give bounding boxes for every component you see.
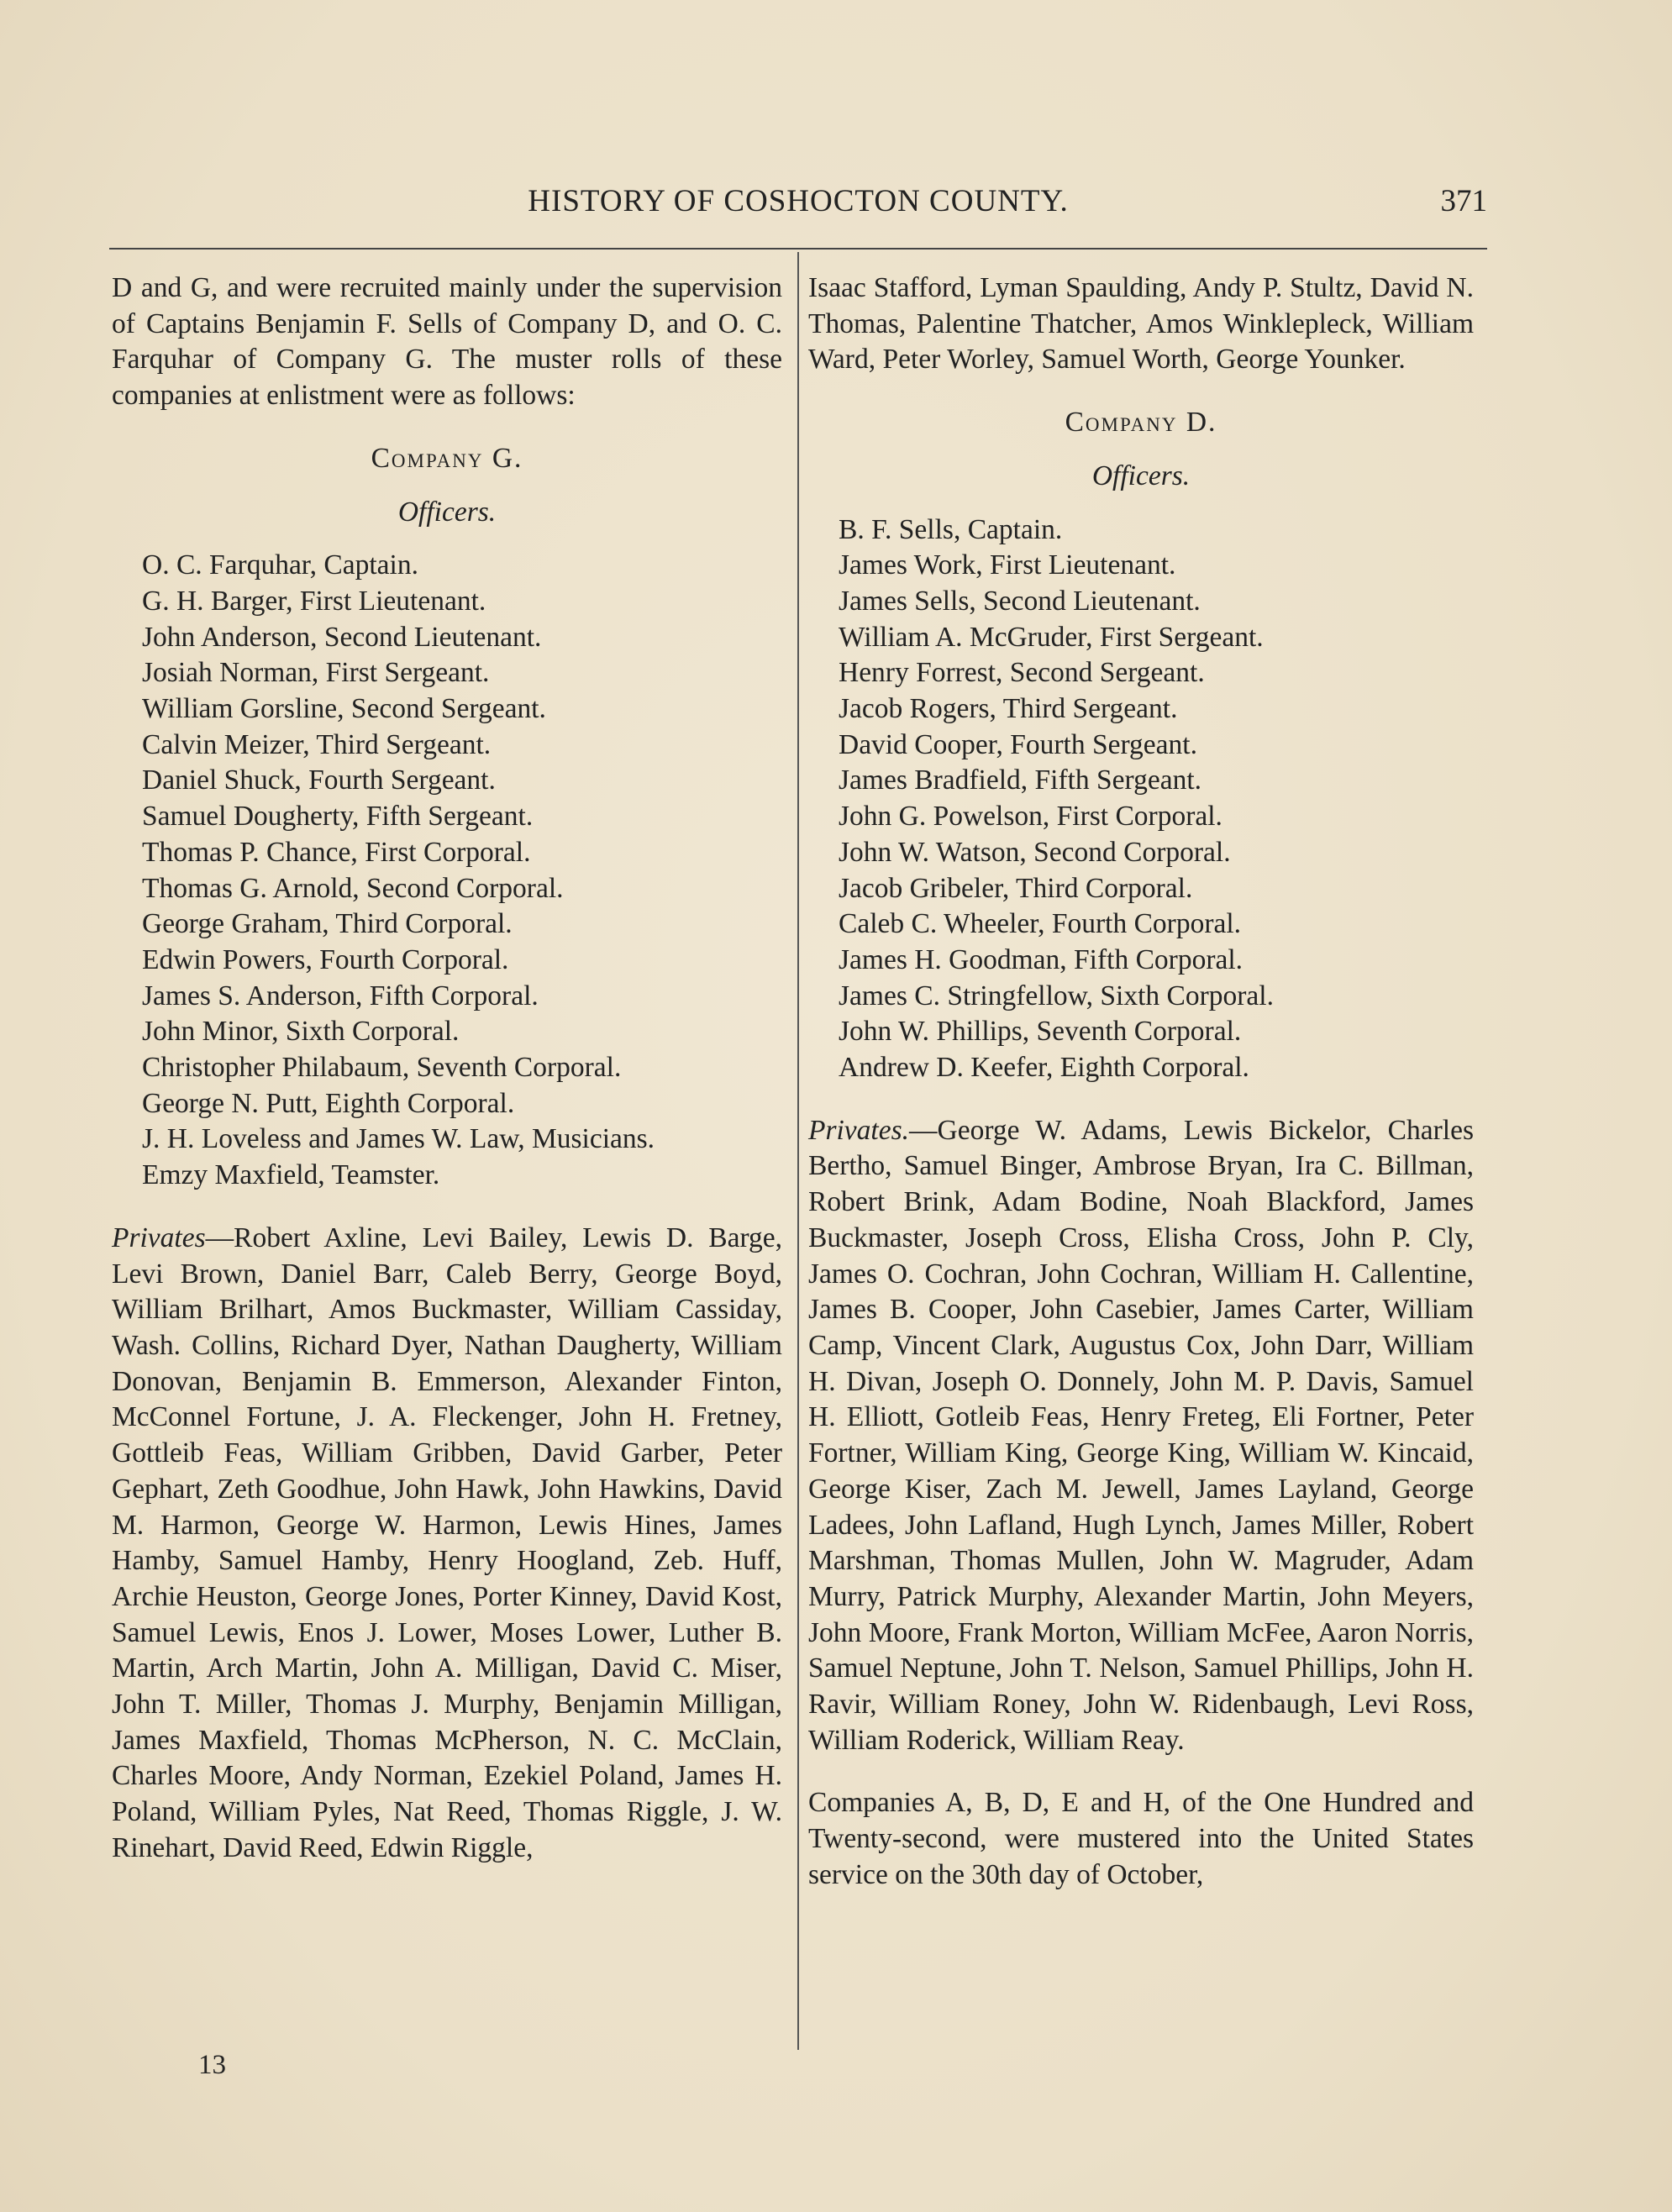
officer-entry: John W. Watson, Second Corporal. [839, 836, 1231, 868]
company-d-officers-heading: Officers. [1091, 460, 1191, 491]
company-g-officer-list [112, 548, 782, 1194]
company-g-heading: Company G. [371, 442, 523, 474]
right-column [808, 271, 1474, 1894]
officer-entry: Caleb C. Wheeler, Fourth Corporal. [839, 908, 1242, 940]
officer-entry: Samuel Dougherty, Fifth Sergeant. [142, 801, 534, 833]
running-title: HISTORY OF COSHOCTON COUNTY. [528, 184, 1069, 218]
officer-entry: G. H. Barger, First Lieutenant. [142, 585, 486, 617]
officer-entry: B. F. Sells, Captain. [839, 513, 1063, 545]
officer-entry: Calvin Meizer, Third Sergeant. [142, 728, 492, 760]
officer-entry: Christopher Philabaum, Seventh Corporal. [142, 1052, 622, 1084]
officer-entry: Jacob Gribeler, Third Corporal. [839, 872, 1193, 904]
officer-entry: Emzy Maxfield, Teamster. [142, 1159, 440, 1191]
privates-names: —Robert Axline, Levi Bailey, Lewis D. Barge, Levi Brown, Daniel Barr, Caleb Berry, George Boyd, William Brilhart, Amos Buckmaster, William Cassiday, Wash. Collins, Richard Dyer, Nathan Daugherty, William Donovan, Benjamin B. Emmerson, Alexander Finton, McConnel Fortune, J. A. Fleckenger, John H. Fretney, Gottleib Feas, William Gribben, David Garber, Peter Gephart, Zeth Goodhue, John Hawk, John Hawkins, David M. Harmon, George W. Harmon, Lewis Hines, James Hamby, Samuel Hamby, Henry Hoogland, Zeb. Huff, Archie Heuston, George Jones, Porter Kinney, David Kost, Samuel Lewis, Enos J. Lower, Moses Lower, Luther B. Martin, Arch Martin, John A. Milligan, David C. Miser, John T. Miller, Thomas J. Murphy, Benjamin Milligan, James Maxfield, Thomas McPherson, N. C. McClain, Charles Moore, Andy Norman, Ezekiel Poland, James H. Poland, William Pyles, Nat Reed, Thomas Riggle, J. W. Rinehart, David Reed, Edwin Riggle, [112, 1222, 782, 1863]
signature-mark: 13 [198, 2050, 226, 2080]
officer-entry: Josiah Norman, First Sergeant. [142, 657, 490, 689]
officer-entry: James Sells, Second Lieutenant. [839, 585, 1201, 617]
closing-paragraph: Companies A, B, D, E and H, of the One Hundred and Twenty-second, were mustered into the United States service on the 30th day of October, [808, 1787, 1474, 1890]
continuation-paragraph: Isaac Stafford, Lyman Spaulding, Andy P. Stultz, David N. Thomas, Palentine Thatcher, Amos Winklepleck, William Ward, Peter Worley, Samuel Worth, George Younker. [808, 272, 1474, 376]
left-column [112, 271, 782, 1867]
officer-entry: James H. Goodman, Fifth Corporal. [839, 943, 1243, 975]
officer-entry: James C. Stringfellow, Sixth Corporal. [839, 980, 1274, 1011]
officer-entry: James Work, First Lieutenant. [839, 549, 1176, 581]
officer-entry: James Bradfield, Fifth Sergeant. [839, 764, 1201, 796]
header-rule [109, 248, 1487, 250]
officer-entry: Thomas P. Chance, First Corporal. [142, 836, 531, 868]
officer-entry: Andrew D. Keefer, Eighth Corporal. [839, 1052, 1249, 1084]
officer-entry: John Minor, Sixth Corporal. [142, 1016, 460, 1048]
running-header [109, 183, 1487, 225]
privates-names: —George W. Adams, Lewis Bickelor, Charles Bertho, Samuel Binger, Ambrose Bryan, Ira C. Billman, Robert Brink, Adam Bodine, Noah Blackford, James Buckmaster, Joseph Cross, Elisha Cross, John P. Cly, James O. Cochran, John Cochran, William H. Callentine, James B. Cooper, John Casebier, James Carter, William Camp, Vincent Clark, Augustus Cox, John Darr, William H. Divan, Joseph O. Donnely, John M. P. Davis, Samuel H. Elliott, Gotleib Feas, Henry Freteg, Eli Fortner, Peter Fortner, William King, George King, William W. Kincaid, George Kiser, Zach M. Jewell, James Layland, George Ladees, John Lafland, Hugh Lynch, James Miller, Robert Marshman, Thomas Mullen, John W. Magruder, Adam Murry, Patrick Murphy, Alexander Martin, John Meyers, John Moore, Frank Morton, William McFee, Aaron Norris, Samuel Neptune, John T. Nelson, Samuel Phillips, John H. Ravir, William Roney, John W. Ridenbaugh, Levi Ross, William Roderick, William Reay. [808, 1114, 1474, 1756]
intro-paragraph: D and G, and were recruited mainly under the supervision of Captains Benjamin F. Sells of Company D, and O. C. Farquhar of Company G. The muster rolls of these companies at enlistment were as follows: [112, 272, 782, 412]
company-d-heading: Company D. [1065, 407, 1217, 439]
officer-entry: Thomas G. Arnold, Second Corporal. [142, 872, 564, 904]
column-divider [797, 252, 799, 2050]
officer-entry: George N. Putt, Eighth Corporal. [142, 1087, 515, 1119]
company-g-privates-paragraph [112, 1221, 782, 1867]
officer-entry: William Gorsline, Second Sergeant. [142, 693, 546, 725]
officer-entry: J. H. Loveless and James W. Law, Musicians. [142, 1123, 655, 1155]
officer-entry: John G. Powelson, First Corporal. [839, 801, 1222, 833]
company-d-officer-list [808, 512, 1474, 1086]
page-number: 371 [1440, 184, 1487, 218]
officer-entry: John Anderson, Second Lieutenant. [142, 621, 542, 653]
privates-lead: Privates [112, 1222, 206, 1253]
officer-entry: O. C. Farquhar, Captain. [142, 549, 418, 581]
officer-entry: James S. Anderson, Fifth Corporal. [142, 980, 539, 1011]
officer-entry: Henry Forrest, Second Sergeant. [839, 657, 1205, 689]
company-g-officers-heading: Officers. [397, 496, 497, 528]
officer-entry: David Cooper, Fourth Sergeant. [839, 728, 1197, 760]
officer-entry: Edwin Powers, Fourth Corporal. [142, 943, 509, 975]
privates-lead: Privates. [808, 1114, 910, 1146]
officer-entry: George Graham, Third Corporal. [142, 908, 513, 940]
officer-entry: William A. McGruder, First Sergeant. [839, 621, 1264, 653]
officer-entry: Daniel Shuck, Fourth Sergeant. [142, 764, 496, 796]
officer-entry: Jacob Rogers, Third Sergeant. [839, 693, 1178, 725]
company-d-privates-paragraph [808, 1113, 1474, 1759]
officer-entry: John W. Phillips, Seventh Corporal. [839, 1016, 1242, 1048]
